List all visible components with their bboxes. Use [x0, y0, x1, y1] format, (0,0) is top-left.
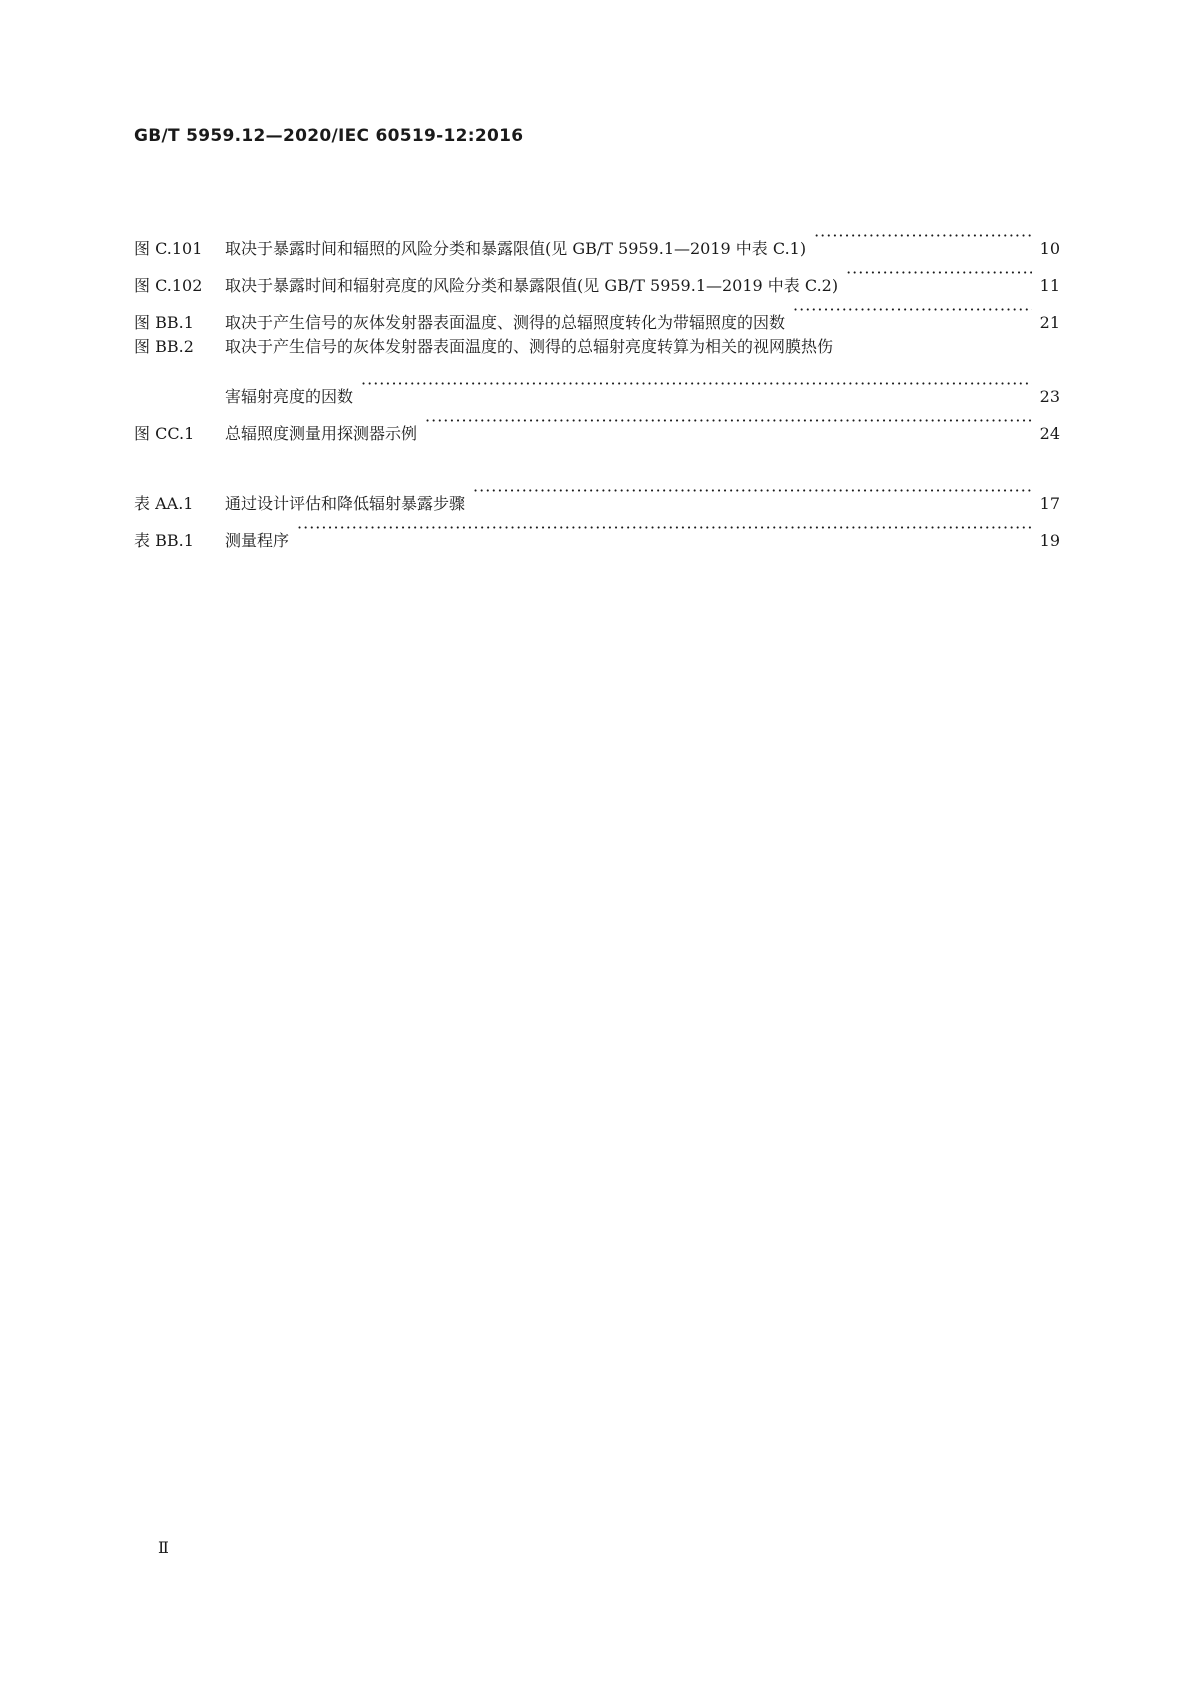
table-list	[134, 472, 1060, 550]
leader-dots	[425, 402, 1032, 439]
toc-entry-page: 19	[1039, 531, 1060, 550]
standard-number-header: GB/T 5959.12—2020/IEC 60519-12:2016	[134, 126, 524, 146]
toc-entry-page: 24	[1039, 424, 1060, 443]
toc-entry-figure-bb1[interactable]	[134, 291, 1060, 332]
toc-entry-page: 21	[1039, 313, 1060, 332]
toc-entry-title: 取决于暴露时间和辐射亮度的风险分类和暴露限值(见 GB/T 5959.1—2019 中表 C.2)	[225, 276, 839, 295]
toc-entry-title-line-1: 取决于产生信号的灰体发射器表面温度的、测得的总辐射亮度转算为相关的视网膜热伤	[225, 337, 834, 356]
toc-entry-figure-bb2[interactable]	[134, 328, 1060, 406]
toc-entry-title: 测量程序	[225, 531, 290, 550]
toc-entry-title: 取决于暴露时间和辐照的风险分类和暴露限值(见 GB/T 5959.1—2019 中表 C.1)	[225, 239, 807, 258]
toc-entry-title: 通过设计评估和降低辐射暴露步骤	[225, 494, 466, 513]
toc-entry-table-aa1[interactable]	[134, 472, 1060, 513]
toc-entry-figure-c101[interactable]	[134, 217, 1060, 258]
leader-dots	[297, 509, 1032, 546]
toc-entry-page: 17	[1039, 494, 1060, 513]
toc-entry-figure-c102[interactable]	[134, 254, 1060, 295]
toc-entry-table-bb1[interactable]	[134, 509, 1060, 550]
page-number: Ⅱ	[158, 1538, 169, 1557]
toc-entry-page: 10	[1039, 239, 1060, 258]
toc-entry-label: 表 AA.1	[134, 494, 194, 513]
figure-list	[134, 217, 1060, 443]
toc-entry-title: 取决于产生信号的灰体发射器表面温度、测得的总辐照度转化为带辐照度的因数	[225, 313, 786, 332]
toc-entry-title: 总辐照度测量用探测器示例	[225, 424, 418, 443]
toc-entry-label: 图 CC.1	[134, 424, 195, 443]
toc-entry-page: 11	[1039, 276, 1060, 295]
toc-entry-label: 图 BB.2	[134, 337, 194, 356]
toc-entry-title-line-2: 害辐射亮度的因数	[225, 387, 354, 406]
toc-entry-figure-cc1[interactable]	[134, 402, 1060, 443]
toc-entry-label: 图 BB.1	[134, 313, 194, 332]
toc-entry-label: 图 C.102	[134, 276, 203, 295]
leader-dots	[814, 217, 1032, 254]
leader-dots	[846, 254, 1032, 291]
toc-entry-label: 图 C.101	[134, 239, 203, 258]
toc-entry-label: 表 BB.1	[134, 531, 194, 550]
toc-entry-page: 23	[1039, 387, 1060, 406]
leader-dots	[793, 291, 1032, 328]
leader-dots	[473, 472, 1032, 509]
leader-dots	[361, 365, 1032, 402]
